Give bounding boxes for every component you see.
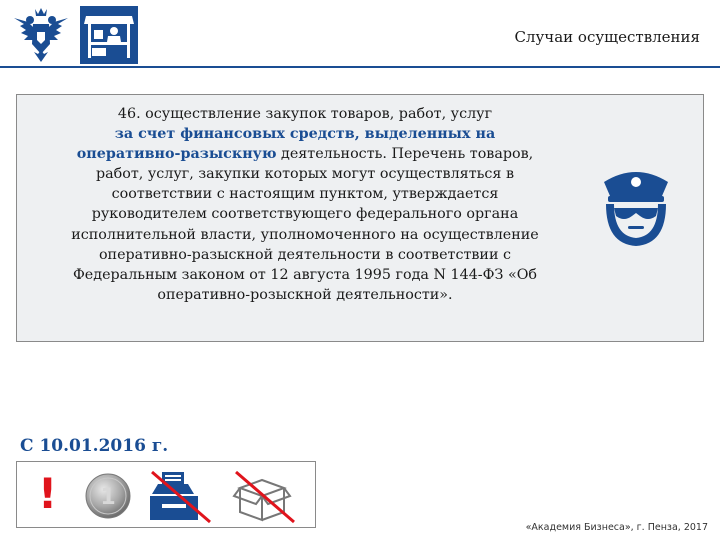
- cash-register-icon: [148, 470, 214, 524]
- coin-icon: [84, 472, 132, 520]
- text-line: оперативно-розыскной деятельности».: [157, 286, 453, 303]
- emblem-icon: [10, 6, 72, 64]
- text-line: оперативно-разыскной деятельности в соответствии с: [98, 246, 512, 263]
- text-line: исполнительной власти, уполномоченного на осуществление: [71, 226, 539, 243]
- svg-text:1: 1: [100, 485, 116, 510]
- text-line: [40, 144, 570, 164]
- kiosk-icon: [80, 6, 138, 64]
- text-line: 46. осуществление закупок товаров, работ, услуг: [117, 106, 493, 122]
- text-line: Федеральным законом от 12 августа 1995 года N 144-ФЗ «Об: [72, 266, 538, 283]
- text-line: работ, услуг, закупки которых могут осуществляться в: [95, 166, 515, 183]
- police-officer-icon: [596, 160, 676, 250]
- exclamation-icon: !: [38, 469, 58, 518]
- main-text: [40, 104, 570, 305]
- package-box-icon: [232, 470, 298, 524]
- footer-credit: «Академия Бизнеса», г. Пенза, 2017: [525, 522, 708, 533]
- page-title: Случаи осуществления: [514, 28, 700, 46]
- text-fragment: деятельность. Перечень товаров,: [276, 146, 534, 163]
- date-label: С 10.01.2016 г.: [20, 436, 169, 456]
- highlight-text: за счет финансовых средств, выделенных на: [114, 126, 496, 143]
- highlight-text: оперативно-разыскную: [76, 146, 277, 163]
- header-divider: [0, 66, 720, 68]
- text-line: соответствии с настоящим пунктом, утверждается: [111, 186, 499, 203]
- text-line: руководителем соответствующего федерального органа: [91, 206, 519, 223]
